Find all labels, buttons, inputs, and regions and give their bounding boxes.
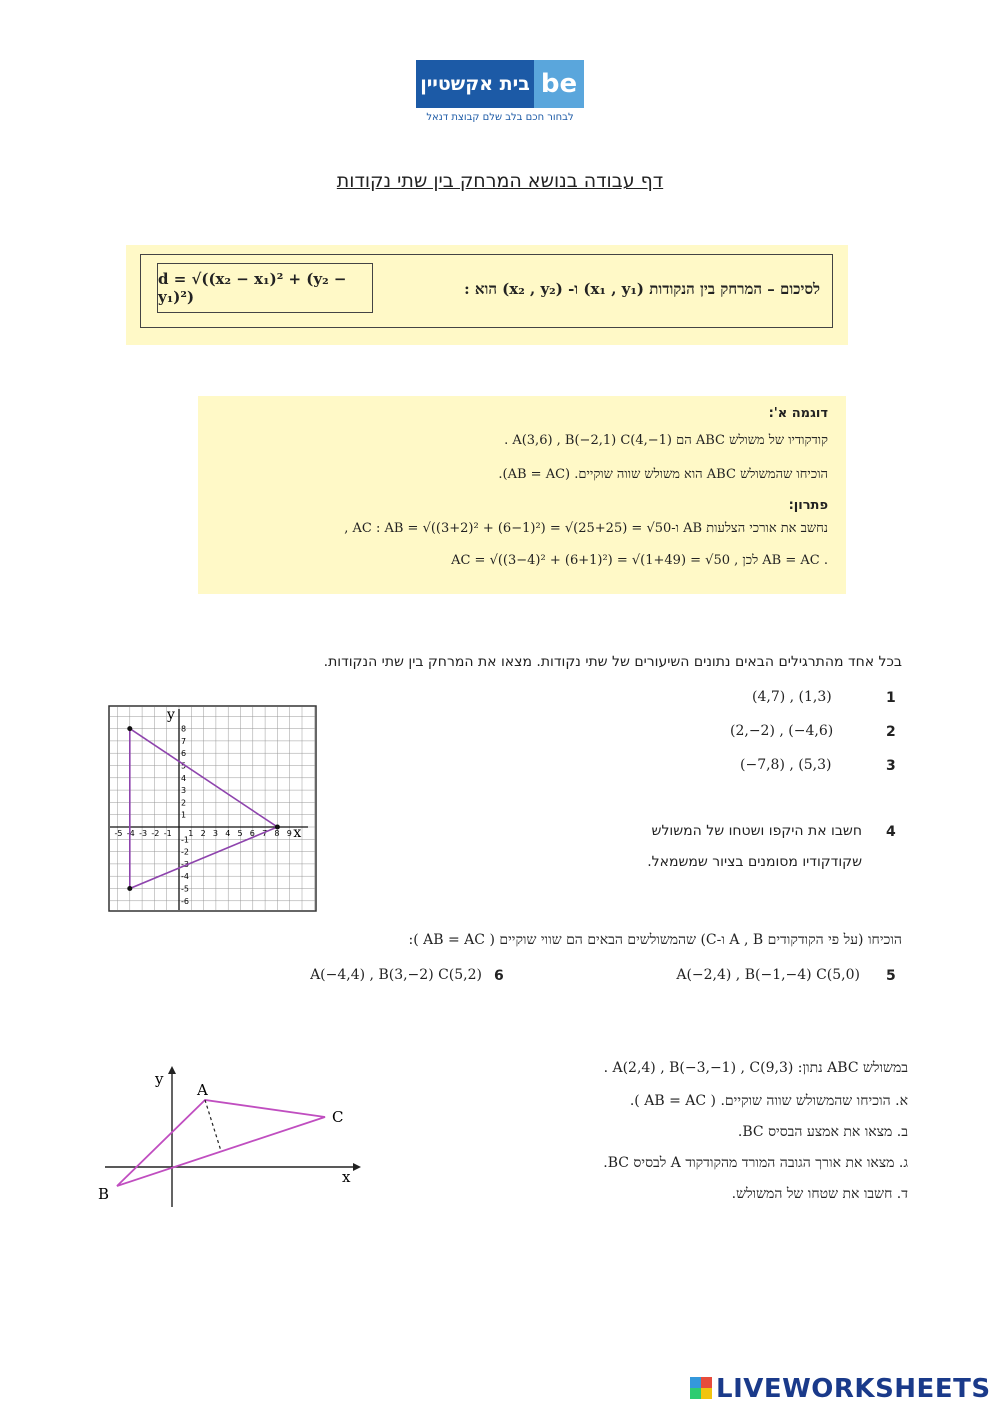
graph-1-y-tick: -6 [181,896,189,906]
example-line-1: קודקודיו של משולש ABC הם A(3,6) , B(−2,1) C(4,−1) . [504,433,828,448]
graph-1-y-tick: -1 [181,835,189,845]
triangle-part-c: ג. מצאו את אורך הגובה המורד מהקודקוד A לבסיס BC. [603,1155,908,1171]
graph-1-y-tick: -2 [181,847,189,857]
sketch-altitude [205,1100,221,1151]
logo [416,60,584,108]
q3-number: 3 [886,758,896,774]
example-line-3: נחשב את אורכי הצלעות AB ו-AC : AB = √((3+2)² + (6−1)²) = √(25+25) = √50 , [344,521,828,536]
example-heading: דוגמה א': [768,406,828,421]
liveworksheets-icon [690,1377,712,1399]
example-box [198,396,846,594]
logo-name: בית אקשטיין [416,60,534,108]
liveworksheets-logo [690,1374,991,1404]
q4-line-2: שקודקודיו מסומנים בציור שמשמאל. [647,854,862,870]
exercises-intro: בכל אחד מהתרגילים הבאים נתונים השיעורים של שתי נקודות. מצאו את המרחק בין שתי הנקודות. [323,654,902,670]
graph-1-vertex [127,726,132,731]
graph-1-y-tick: 5 [181,761,187,771]
q5-points: A(−2,4) , B(−1,−4) C(5,0) [676,967,860,983]
q6-points: A(−4,4) , B(3,−2) C(5,2) [310,967,482,983]
summary-text: לסיכום – המרחק בין הנקודות (x₁ , y₁) ו- (x₂ , y₂) הוא : [464,280,820,298]
sketch-label-a: A [197,1081,208,1099]
graph-1-frame [109,706,316,911]
graph-1-grid [109,706,316,911]
q4-line-1: חשבו את היקפו ושטחו של המשולש [651,823,862,839]
graph-1-axes [110,707,308,910]
triangle-part-d: ד. חשבו את שטחו של המשולש. [731,1186,908,1202]
example-line-4: AC = √((3−4)² + (6+1)²) = √(1+49) = √50 , לכן AB = AC . [451,553,828,568]
triangle-intro: במשולש ABC נתון: A(2,4) , B(−3,−1) , C(9,3) . [603,1060,908,1076]
graph-1-y-tick: 3 [181,786,187,796]
q1-points: (4,7) , (1,3) [752,689,832,705]
sketch-x-label: x [342,1168,351,1186]
sketch-label-c: C [332,1108,344,1126]
graph-1-x-tick: -5 [114,829,123,838]
triangle-sketch [95,1062,365,1212]
q4-number: 4 [886,824,896,840]
sketch-y-arrow [168,1066,176,1074]
liveworksheets-text: LIVEWORKSHEETS [716,1374,991,1404]
graph-1-vertex [275,825,280,830]
logo-mark: be [534,60,584,108]
sketch-y-label: y [155,1070,164,1088]
q3-points: (−7,8) , (5,3) [740,757,832,773]
q1-number: 1 [886,690,896,706]
graph-1-x-tick: -2 [151,829,160,838]
graph-1-x-tick: 1 [188,829,194,838]
graph-1-y-tick: 8 [181,724,187,734]
sketch-label-b: B [98,1185,110,1203]
example-line-2: הוכיחו שהמשולש ABC הוא משולש שווה שוקיים. (AB = AC). [498,467,828,482]
graph-1-y-tick: -5 [181,884,189,894]
graph-1-y-tick: 4 [181,773,187,783]
q2-number: 2 [886,724,896,740]
graph-1-y-label: y [167,707,175,723]
graph-1-x-tick: 3 [212,829,218,838]
isosceles-intro: הוכיחו (על פי הקודקודים A , B ו-C) שהמשולשים הבאים הם שווי שוקיים ( AB = AC ): [408,932,902,948]
triangle-part-a: א. הוכיחו שהמשולש שווה שוקיים. ( AB = AC ). [629,1093,908,1109]
q5-number: 5 [886,968,896,984]
graph-1-x-tick: 6 [249,829,255,838]
graph-1-x-tick: 8 [274,829,280,838]
graph-1-x-tick: -1 [163,829,172,838]
triangle-part-b: ב. מצאו את אמצע הבסיס BC. [737,1124,908,1140]
graph-1-x-tick: 4 [225,829,231,838]
logo-tagline: לבחור חכם בלב שלם קבוצת דנאל [426,112,574,123]
graph-1-x-tick: -3 [139,829,148,838]
graph-1-x-tick: 5 [237,829,243,838]
graph-1-vertex [127,886,132,891]
solution-heading: פתרון: [788,498,828,513]
sketch-x-arrow [353,1163,361,1171]
page-title: דף עבודה בנושא המרחק בין שתי נקודות [336,170,664,192]
q2-points: (2,−2) , (−4,6) [730,723,834,739]
q6-number: 6 [494,968,504,984]
graph-1-y-tick: -4 [181,872,189,882]
coordinate-graph-1 [108,705,318,913]
graph-1-y-tick: 1 [181,810,187,820]
graph-1-x-tick: -4 [126,829,135,838]
graph-1-y-tick: 7 [181,736,187,746]
graph-1-x-tick: 7 [262,829,268,838]
graph-1-x-tick: 9 [286,829,292,838]
graph-1-y-tick: 6 [181,749,187,759]
distance-formula: d = √((x₂ − x₁)² + (y₂ − y₁)²) [157,263,373,313]
graph-1-y-tick: 2 [181,798,187,808]
sketch-triangle [117,1100,325,1186]
graph-1-x-label: x [293,825,302,841]
graph-1-x-tick: 2 [200,829,206,838]
graph-1-y-tick: -3 [181,859,189,869]
